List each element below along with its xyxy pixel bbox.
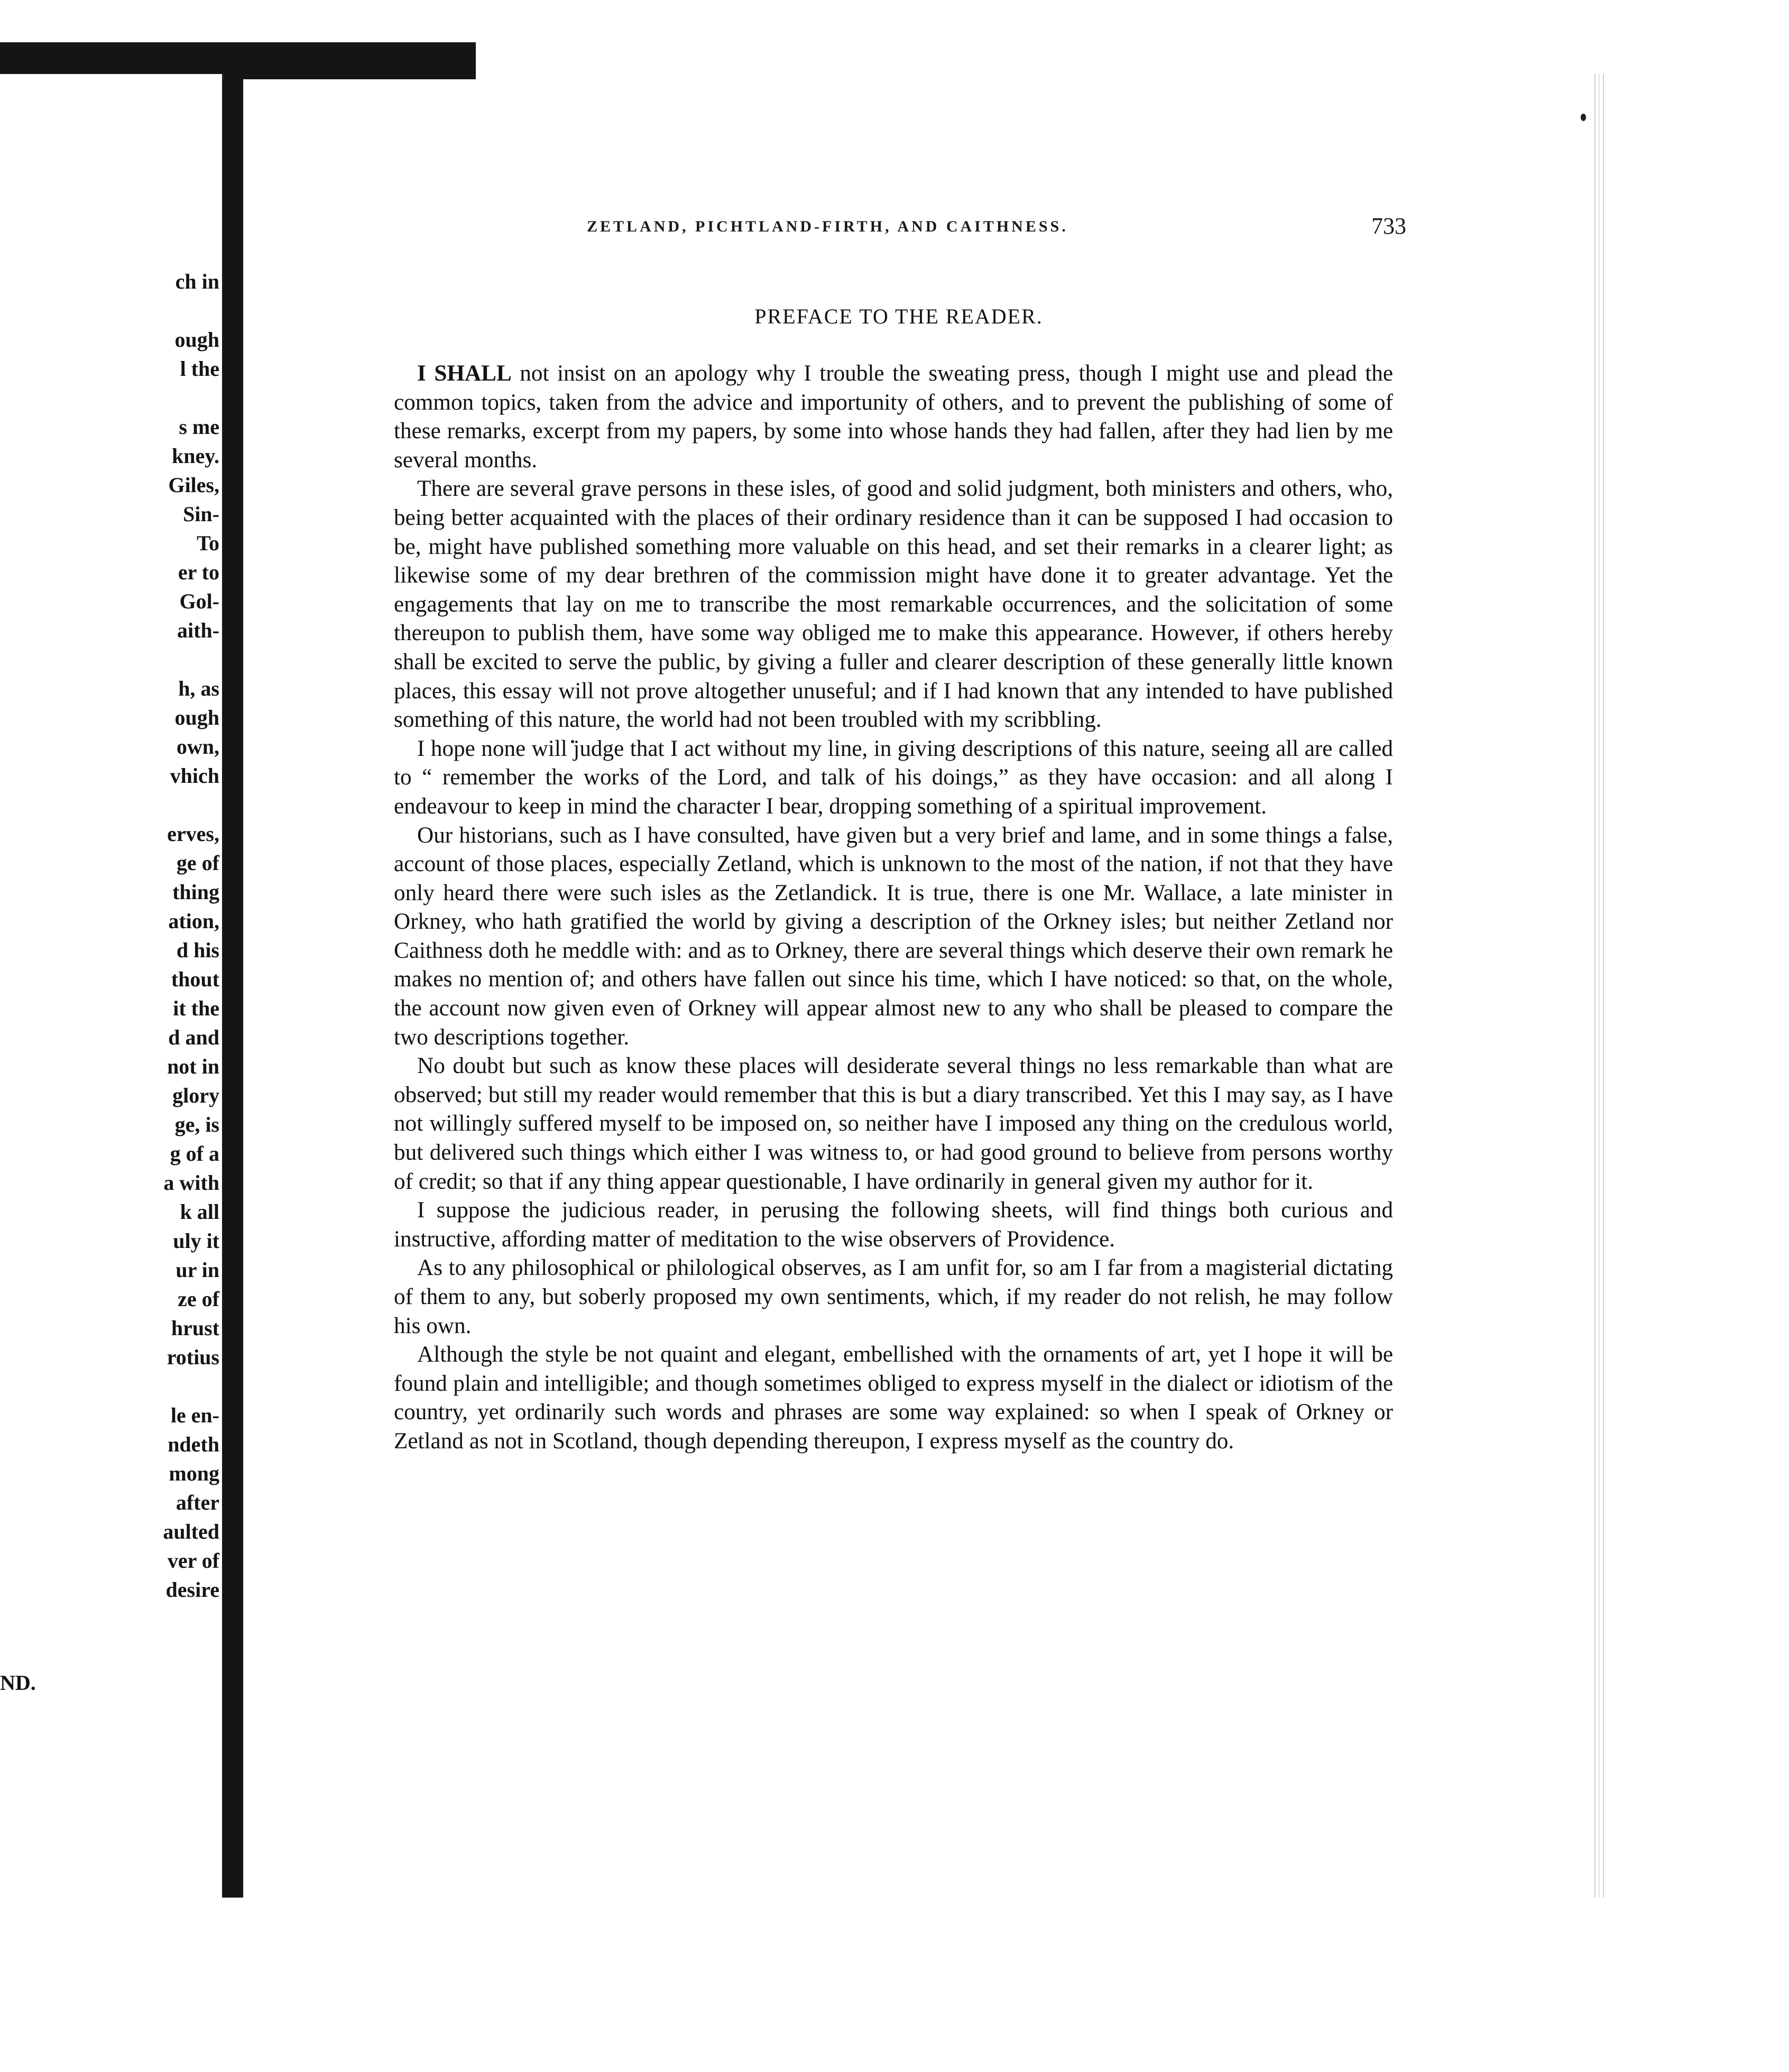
left-page-end-fragment: ND. xyxy=(0,1671,36,1695)
left-page-fragment xyxy=(0,383,219,412)
left-page-fragment: a with xyxy=(163,1171,219,1195)
left-page-fragment xyxy=(0,1372,219,1401)
page-number: 733 xyxy=(1371,213,1406,239)
paragraph xyxy=(394,1340,1393,1456)
section-title: PREFACE TO THE READER. xyxy=(754,304,1043,328)
left-page-fragment xyxy=(0,645,219,674)
left-page-fragment: ough xyxy=(174,328,219,352)
paragraph-text: Although the style be not quaint and elegant, embellished with the ornaments of art, yet I hope it will be found plain and intelligible; and though sometimes obliged to express myself in the dialect or idiotism of the country, yet ordinarily such words and phrases are some way explained: so when I speak of Orkney or Zetland as not in Scotland, though depending thereupon, I express myself as the country do. xyxy=(394,1342,1393,1454)
left-page-fragment: Giles, xyxy=(168,473,219,497)
paragraph xyxy=(394,1052,1393,1196)
left-page-fragment: er to xyxy=(178,560,219,584)
left-page-fragment: g of a xyxy=(170,1142,219,1166)
left-page-fragment: kney. xyxy=(171,444,219,468)
left-page-fragment: ge, is xyxy=(174,1113,219,1136)
left-page-fragment: aulted xyxy=(163,1520,219,1543)
paragraph xyxy=(394,1196,1393,1254)
paragraph xyxy=(394,735,1393,821)
left-page-fragment: erves, xyxy=(167,822,219,846)
left-page-text-fragments xyxy=(0,267,219,1604)
page-edge xyxy=(1591,74,1607,1898)
paragraph-text: No doubt but such as know these places will desiderate several things no less remarkable than what are observed; but still my reader would remember that this is but a diary transcribed. Yet this I may say, as I have not willingly suffered myself to be imposed on, so neither have I imposed any thing on the credulous world, but delivered such things which either I was witness to, or had good ground to believe from persons worthy of credit; so that if any thing appear questionable, I have ordinarily in general given my author for it. xyxy=(394,1053,1393,1194)
left-page-fragment: it the xyxy=(173,996,219,1020)
left-page-fragment: vhich xyxy=(170,764,219,788)
running-head: ZETLAND, PICHTLAND-FIRTH, AND CAITHNESS. xyxy=(587,218,1068,235)
left-page-fragment: le en- xyxy=(170,1403,219,1427)
left-page-fragment: aith- xyxy=(177,618,219,642)
left-page-fragment: s me xyxy=(179,415,219,439)
left-page-fragment: ge of xyxy=(176,851,219,875)
left-page-fragment: Sin- xyxy=(183,502,219,526)
left-page-fragment xyxy=(0,296,219,325)
paragraph xyxy=(394,1254,1393,1340)
paragraph-text: not insist on an apology why I trouble the sweating press, though I might use and plead the common topics, taken from the advice and importunity of others, and to prevent the publishing of some of these remarks, excerpt from my papers, by some into whose hands they had fallen, after they had lien by me several months. xyxy=(394,361,1393,473)
left-page-fragment: ough xyxy=(174,706,219,729)
left-page-fragment: ze of xyxy=(178,1287,219,1311)
paragraph xyxy=(394,821,1393,1052)
paragraph-text: I hope none will judge that I act without my line, in giving descriptions of this nature, seeing all are called to “ remember the works of the Lord, and talk of his doings,” as they have occasion: and all along I endeavour to keep in mind the character I bear, dropping something of a spiritual improvement. xyxy=(394,736,1393,819)
left-page-fragment: uly it xyxy=(173,1229,219,1253)
paragraph-lead: I SHALL xyxy=(417,361,512,386)
left-page-fragment: ch in xyxy=(175,270,219,293)
left-page-fragment: ation, xyxy=(168,909,219,933)
left-page-fragment: rotius xyxy=(167,1345,219,1369)
left-page-fragment: desire xyxy=(165,1578,219,1602)
paragraph xyxy=(394,359,1393,475)
left-page-fragment: d his xyxy=(176,938,219,962)
left-page-fragment: h, as xyxy=(178,677,219,700)
left-page-fragment: ndeth xyxy=(168,1432,219,1456)
left-page-fragment: ur in xyxy=(176,1258,219,1282)
preface-body xyxy=(394,359,1393,1456)
left-page-fragment: own, xyxy=(176,735,219,758)
left-page-fragment: Gol- xyxy=(179,589,219,613)
paragraph xyxy=(394,475,1393,734)
running-header xyxy=(529,212,1406,244)
left-page-fragment: hrust xyxy=(171,1316,219,1340)
left-page-fragment: glory xyxy=(172,1084,219,1107)
left-page-fragment: thing xyxy=(172,880,219,904)
left-page-fragment: not in xyxy=(167,1054,219,1078)
left-page-fragment: thout xyxy=(171,967,219,991)
print-speck xyxy=(1581,114,1586,121)
left-page-fragment: mong xyxy=(169,1462,219,1485)
left-page-fragment: l the xyxy=(180,357,219,381)
left-page-fragment: d and xyxy=(168,1025,219,1049)
paragraph-text: I suppose the judicious reader, in perusing the following sheets, will find things both curious and instructive, affording matter of meditation to the wise observers of Providence. xyxy=(394,1198,1393,1252)
paragraph-text: Our historians, such as I have consulted, have given but a very brief and lame, and in some things a false, account of those places, especially Zetland, which is unknown to the most of the nation, if not that they have only heard there were such isles as the Zetlandick. It is true, there is one Mr. Wallace, a late minister in Orkney, who hath gratified the world by giving a description of the Orkney isles; but neither Zetland nor Caithness doth he meddle with: and as to Orkney, there are several things which deserve their own remark he makes no mention of; and others have fallen out since his time, which I have noticed: so that, on the whole, the account now given even of Orkney will appear almost new to any who shall be pleased to compare the two descriptions together. xyxy=(394,822,1393,1050)
paragraph-text: There are several grave persons in these isles, of good and solid judgment, both ministers and others, who, being better acquainted with the places of their ordinary residence than it can be supposed I had occasion to be, might have published something more valuable on this head, and set their remarks in a clearer light; as likewise some of my dear brethren of the commission might have done it to greater advantage. Yet the engagements that lay on me to transcribe the most remarkable occurrences, and the solicitation of some thereupon to publish them, have some way obliged me to make this appearance. However, if others hereby shall be excited to serve the public, by giving a fuller and clearer description of these generally little known places, this essay will not prove altogether unuseful; and if I had known that any intended to have published something of this nature, the world had not been troubled with my scribbling. xyxy=(394,476,1393,733)
left-page-fragment xyxy=(0,790,219,819)
left-page-fragment: k all xyxy=(180,1200,219,1224)
left-page-fragment: after xyxy=(176,1491,219,1514)
left-page-fragment: ver of xyxy=(167,1549,219,1572)
left-page-fragment: To xyxy=(196,531,219,555)
paragraph-text: As to any philosophical or philological observes, as I am unfit for, so am I far from a magisterial dictating of them to any, but soberly proposed my own sentiments, which, if my reader do not relish, he may follow his own. xyxy=(394,1255,1393,1338)
